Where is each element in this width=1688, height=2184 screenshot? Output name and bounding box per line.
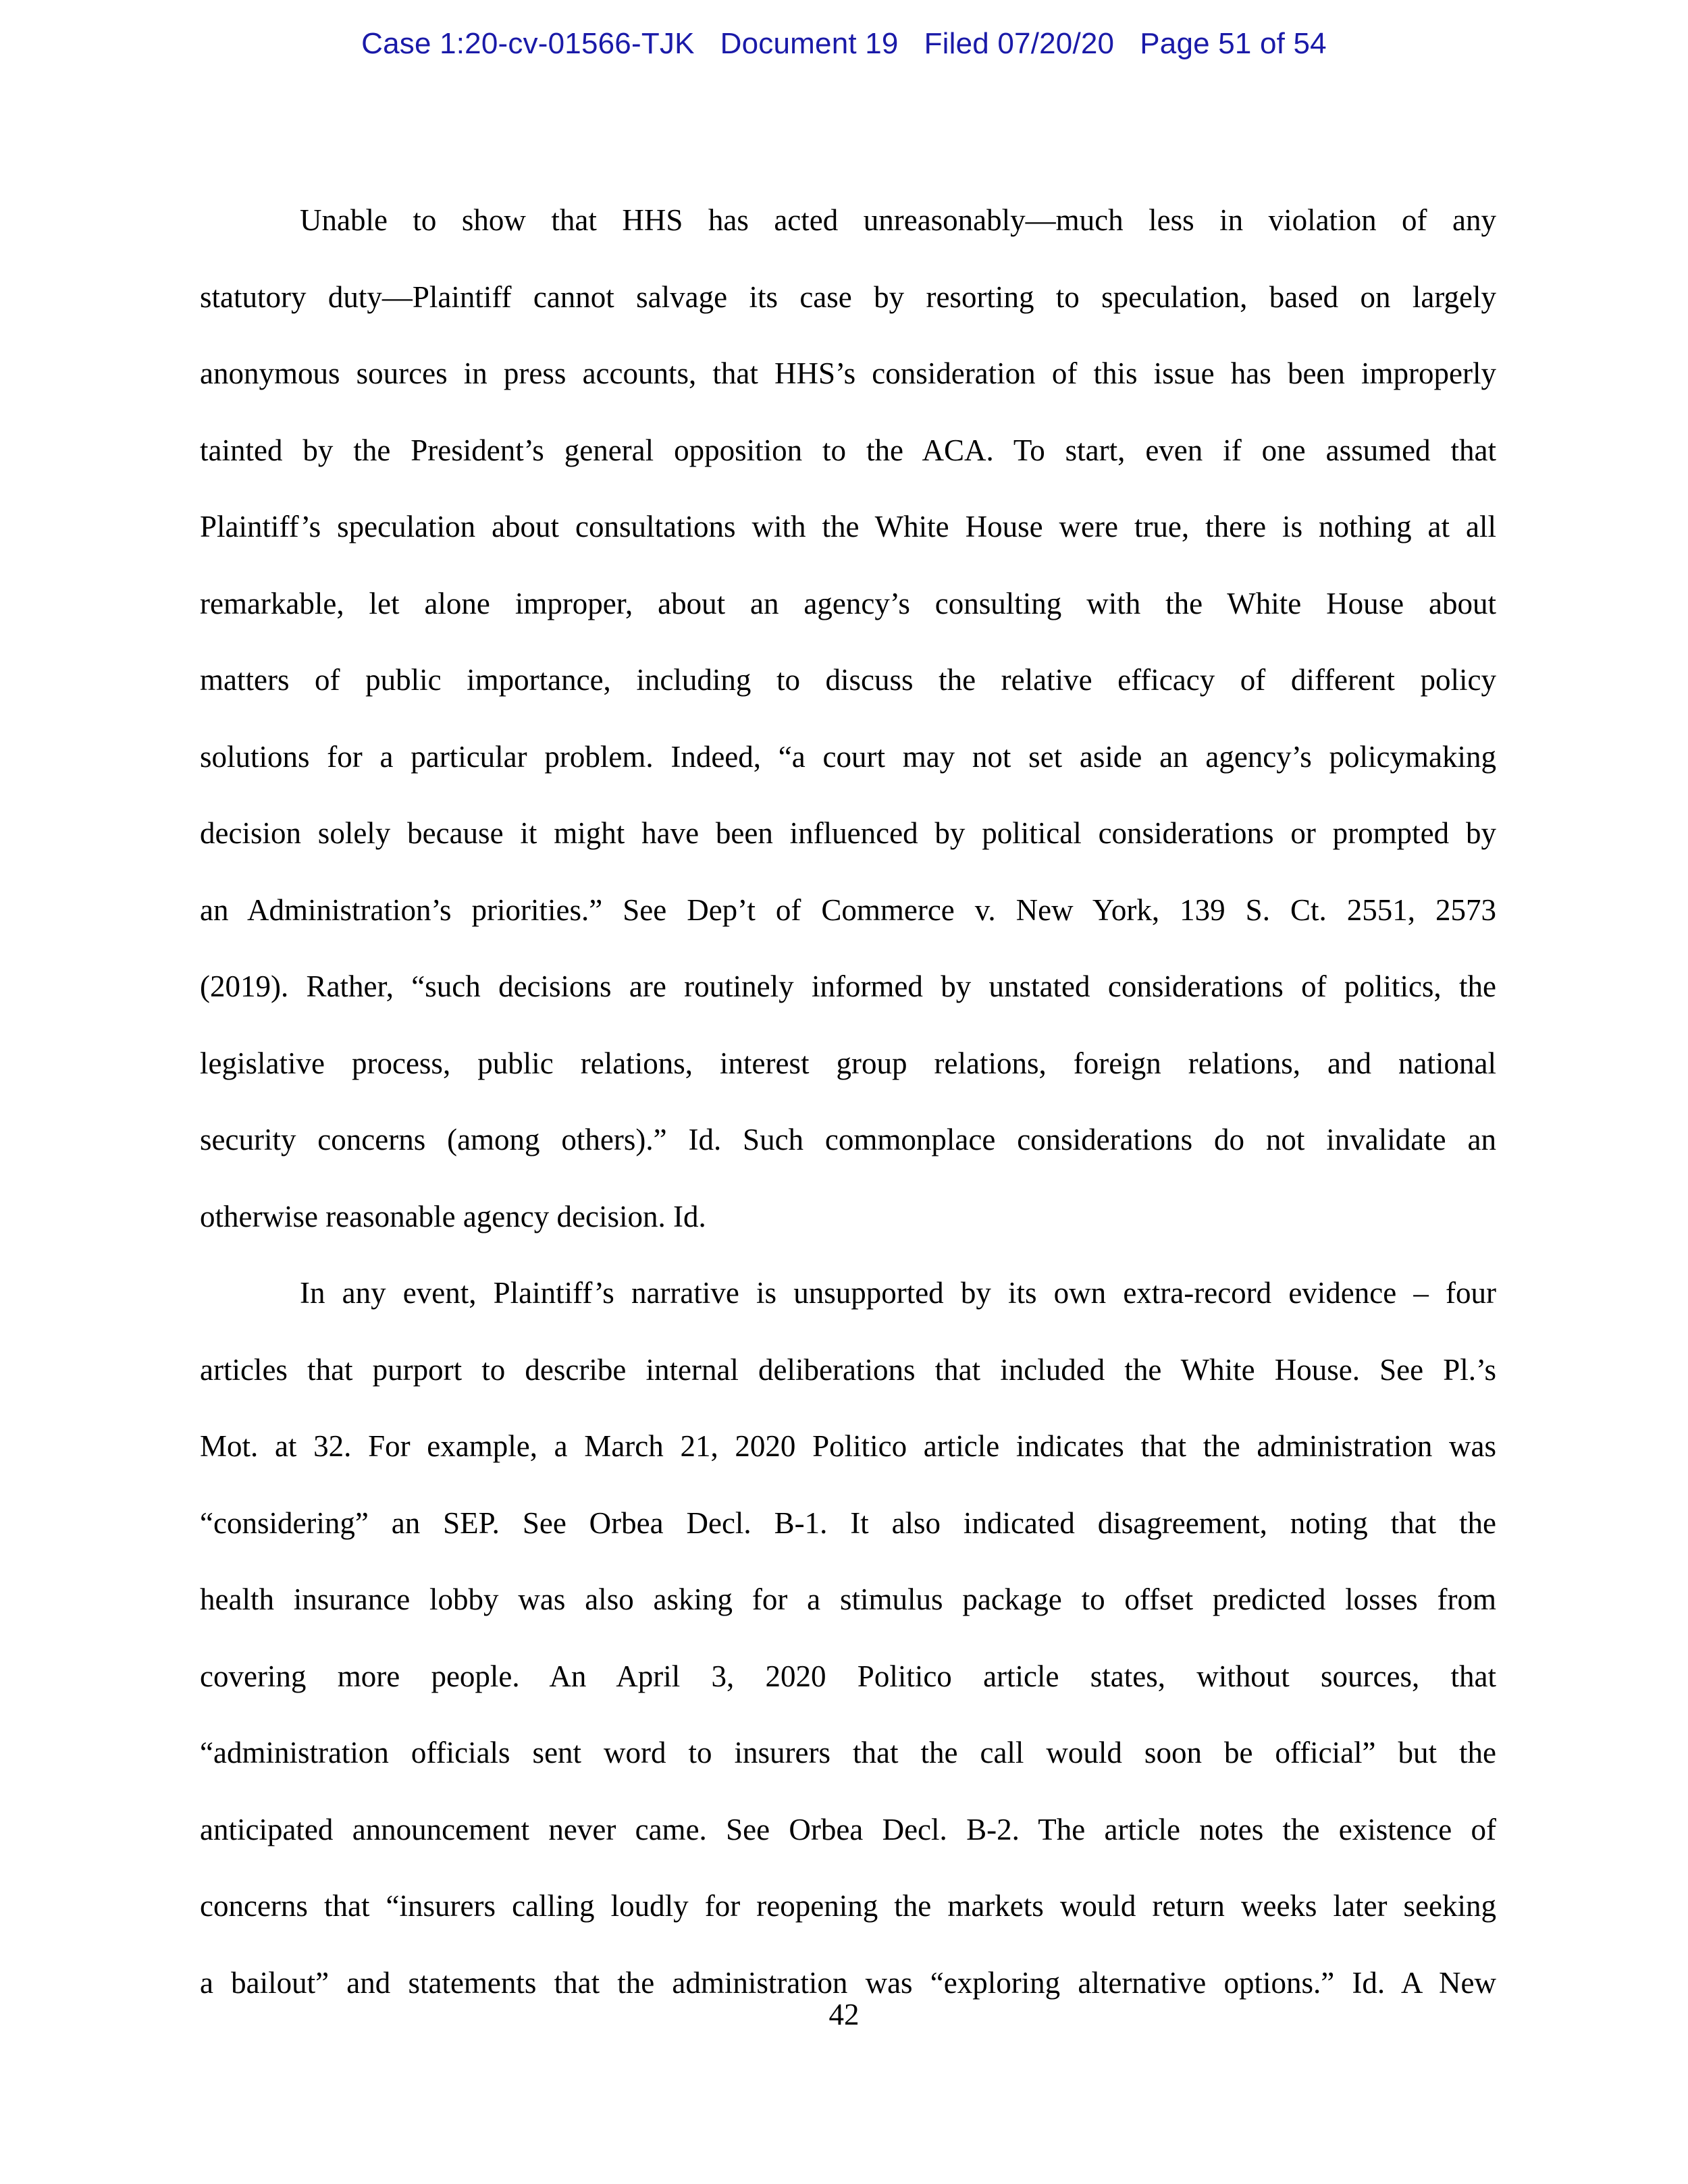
page-number: 42: [828, 1998, 860, 2031]
body-line: Mot. at 32. For example, a March 21, 2020 Politico article indicates that the administration was: [200, 1429, 1496, 1463]
body-line: anticipated announcement never came. See Orbea Decl. B-2. The article notes the existence of: [200, 1812, 1496, 1846]
body-line: an Administration’s priorities.” See Dep’t of Commerce v. New York, 139 S. Ct. 2551, 2573: [200, 893, 1496, 927]
body-line: Unable to show that HHS has acted unreasonably—much less in violation of any: [300, 203, 1496, 237]
body-line: In any event, Plaintiff’s narrative is unsupported by its own extra-record evidence – four: [300, 1276, 1496, 1310]
body-line: concerns that “insurers calling loudly for reopening the markets would return weeks later seeking: [200, 1889, 1496, 1923]
body-line: solutions for a particular problem. Indeed, “a court may not set aside an agency’s policymaking: [200, 739, 1496, 774]
body-line: statutory duty—Plaintiff cannot salvage its case by resorting to speculation, based on largely: [200, 279, 1496, 314]
body-line: matters of public importance, including to discuss the relative efficacy of different policy: [200, 663, 1496, 697]
body-line: tainted by the President’s general opposition to the ACA. To start, even if one assumed that: [200, 433, 1496, 467]
body-line: “administration officials sent word to insurers that the call would soon be official” but the: [200, 1736, 1496, 1769]
body-line: health insurance lobby was also asking for a stimulus package to offset predicted losses from: [200, 1582, 1496, 1616]
page-indicator: Page 51 of 54: [1140, 27, 1327, 60]
body-line: articles that purport to describe internal deliberations that included the White House. See Pl.’s: [200, 1352, 1496, 1387]
body-line: covering more people. An April 3, 2020 Politico article states, without sources, that: [200, 1659, 1496, 1693]
body-line: (2019). Rather, “such decisions are routinely informed by unstated considerations of politics, the: [200, 969, 1496, 1003]
filed-date: Filed 07/20/20: [924, 27, 1115, 60]
case-header: [0, 27, 1688, 61]
body-line: remarkable, let alone improper, about an agency’s consulting with the White House about: [200, 586, 1496, 620]
document-number: Document 19: [720, 27, 899, 60]
body-line: “considering” an SEP. See Orbea Decl. B-1. It also indicated disagreement, noting that the: [200, 1506, 1496, 1540]
body-line: a bailout” and statements that the administration was “exploring alternative options.” Id. A New: [200, 1965, 1496, 2000]
body-line: Plaintiff’s speculation about consultations with the White House were true, there is nothing at all: [200, 510, 1496, 543]
body-line: legislative process, public relations, interest group relations, foreign relations, and national: [200, 1046, 1496, 1080]
body-line: decision solely because it might have been influenced by political considerations or prompted by: [200, 816, 1496, 850]
body-line: otherwise reasonable agency decision. Id.: [200, 1199, 706, 1233]
case-number: Case 1:20-cv-01566-TJK: [361, 27, 695, 60]
body-line: anonymous sources in press accounts, that HHS’s consideration of this issue has been improperly: [200, 356, 1496, 390]
body-line: security concerns (among others).” Id. Such commonplace considerations do not invalidate an: [200, 1123, 1496, 1156]
brief-body: [200, 190, 1496, 2029]
